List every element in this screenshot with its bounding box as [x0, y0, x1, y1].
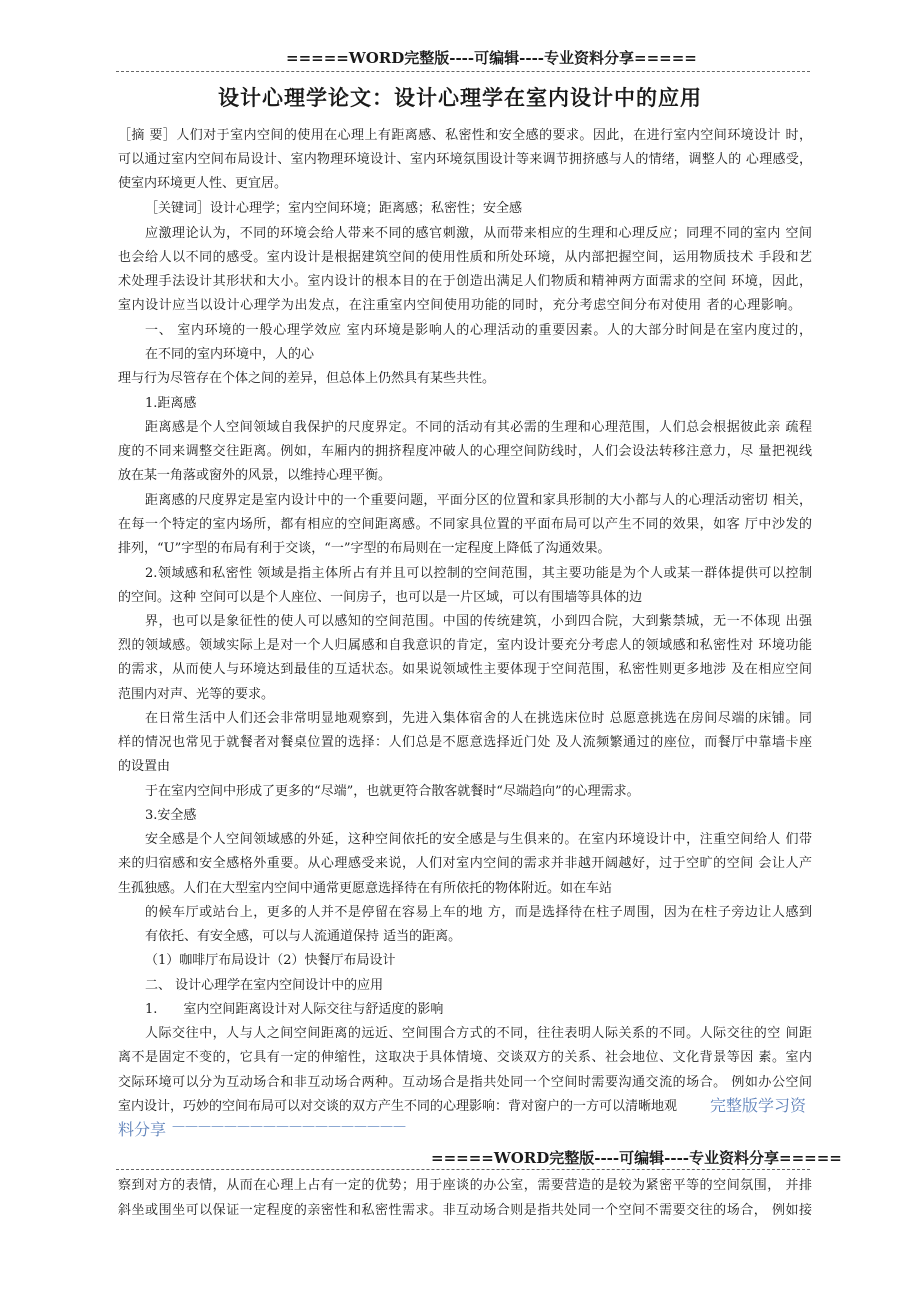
body-line: 样的情况也常见于就餐者对餐桌位置的选择：人们总是不愿意选择近门处 及人流频繁通过的座位，而餐厅中靠墙卡座	[118, 735, 812, 750]
body-line: 在每一个特定的室内场所，都有相应的空间距离感。不同家具位置的平面布局可以产生不同的效果，如客 厅中沙发的	[118, 517, 812, 532]
figure-caption: （1）咖啡厅布局设计（2）快餐厅布局设计	[145, 953, 396, 968]
body-line: 安全感是个人空间领域感的外延，这种空间依托的安全感是与生俱来的。在室内环境设计中，注重空间给人 们带	[145, 832, 812, 847]
body-line: 交际环境可以分为互动场合和非互动场合两种。互动场合是指共处同一个空间时需要沟通交流的场合。 例如办公空间	[118, 1075, 812, 1090]
body-line: 排列，“U”字型的布局有利于交谈，“一”字型的布局则在一定程度上降低了沟通效果。	[118, 541, 611, 556]
body-line: 的候车厅或站台上，更多的人并不是停留在容易上车的地 方，而是选择待在柱子周围，因为在柱子旁边让人感到	[145, 905, 812, 920]
body-line: 在不同的室内环境中，人的心	[145, 347, 315, 362]
section-heading-2: 二、 设计心理学在室内空间设计中的应用	[145, 978, 384, 993]
body-line: 范围内对声、光等的要求。	[118, 687, 275, 702]
subheading-distance: 1.距离感	[145, 396, 197, 411]
body-line: 室内设计，巧妙的空间布局可以对交谈的双方产生不同的心理影响：背对窗户的一方可以清晰地观	[118, 1099, 678, 1114]
body-line: 理与行为尽管存在个体之间的差异，但总体上仍然具有某些共性。	[118, 371, 496, 386]
body-line: 有依托、有安全感，可以与人流通道保持 适当的距离。	[145, 929, 462, 944]
body-line: 斜坐或围坐可以保证一定程度的亲密性和私密性需求。非互动场合则是指共处同一个空间不需要交往的场合， 例如接	[118, 1203, 812, 1218]
body-line: ［摘 要］人们对于室内空间的使用在心理上有距离感、私密性和安全感的要求。因此，在进行室内空间环境设计 时，	[118, 128, 812, 143]
page-title: 设计心理学论文：设计心理学在室内设计中的应用	[218, 85, 702, 110]
promo-link-part2[interactable]: 料分享	[118, 1120, 167, 1139]
body-line: 人际交往中，人与人之间空间距离的远近、空间围合方式的不同，往往表明人际关系的不同。人际交往的空 间距	[145, 1026, 812, 1041]
body-line: 术处理手法设计其形状和大小。室内设计的根本目的在于创造出满足人们物质和精神两方面需求的空间 环境，因此，	[118, 274, 812, 289]
body-line: 烈的领域感。领域实际上是对一个人归属感和自我意识的肯定，室内设计要充分考虑人的领域感和私密性对 环境功能	[118, 638, 812, 653]
header-rule	[116, 71, 810, 72]
body-line: 的需求，从而使人与环境达到最佳的互适状态。如果说领域性主要体现于空间范围，私密性则更多地涉 及在相应空间	[118, 662, 812, 677]
body-line: 室内设计应当以设计心理学为出发点，在注重室内空间使用功能的同时，充分考虑空间分布对使用 者的心理影响。	[118, 298, 801, 313]
body-line: 使室内环境更人性、更宜居。	[118, 176, 288, 191]
body-line: 放在某一角落或窗外的风景，以维持心理平衡。	[118, 468, 392, 483]
section-heading-1: 一、 室内环境的一般心理学效应 室内环境是影响人的心理活动的重要因素。人的大部分时间是在室内度过的，	[145, 323, 812, 338]
body-line: 距离感的尺度界定是室内设计中的一个重要问题，平面分区的位置和家具形制的大小都与人的心理活动密切 相关，	[145, 493, 812, 508]
body-line: 可以通过室内空间布局设计、室内物理环境设计、室内环境氛围设计等来调节拥挤感与人的情绪，调整人的 心理感受，	[118, 152, 812, 167]
keywords-line: ［关键词］设计心理学；室内空间环境；距离感；私密性；安全感	[145, 201, 523, 216]
body-line: 应激理论认为，不同的环境会给人带来不同的感官刺激，从而带来相应的生理和心理反应；同理不同的室内 空间	[145, 226, 812, 241]
subheading-spatial-distance: 1. 室内空间距离设计对人际交往与舒适度的影响	[145, 1002, 444, 1017]
body-line: 度的不同来调整交往距离。例如，车厢内的拥挤程度冲破人的心理空间防线时，人们会设法转移注意力，尽 量把视线	[118, 444, 812, 459]
body-line: 在日常生活中人们还会非常明显地观察到，先进入集体宿舍的人在挑选床位时 总愿意挑选在房间尽端的床铺。同	[145, 711, 812, 726]
body-line: 来的归宿感和安全感格外重要。从心理感受来说，人们对室内空间的需求并非越开阔越好，过于空旷的空间 会让人产	[118, 856, 812, 871]
body-line: 的设置由	[118, 759, 171, 774]
header-rule-2	[116, 1169, 810, 1170]
promo-dashes: ——————————————————	[172, 1119, 406, 1134]
body-line: 的空间。这种 空间可以是个人座位、一间房子，也可以是一片区域，可以有围墙等具体的边	[118, 590, 643, 605]
body-line: 察到对方的表情，从而在心理上占有一定的优势；用于座谈的办公室，需要营造的是较为紧密平等的空间氛围， 并排	[118, 1178, 812, 1193]
body-line: 也会给人以不同的感受。室内设计是根据建筑空间的使用性质和所处环境，从内部把握空间，运用物质技术 手段和艺	[118, 250, 812, 265]
body-line: 于在室内空间中形成了更多的“尽端”，也就更符合散客就餐时“尽端趋向”的心理需求。	[145, 784, 640, 799]
promo-link-part1[interactable]: 完整版学习资	[710, 1096, 807, 1115]
header-banner: =====WORD完整版----可编辑----专业资料分享=====	[286, 49, 697, 67]
subheading-safety: 3.安全感	[145, 808, 197, 823]
body-line: 离不是固定不变的，它具有一定的伸缩性，这取决于具体情境、交谈双方的关系、社会地位、文化背景等因 素。室内	[118, 1050, 812, 1065]
body-line: 距离感是个人空间领域自我保护的尺度界定。不同的活动有其必需的生理和心理范围，人们总会根据彼此亲 疏程	[145, 420, 812, 435]
header-banner-2: =====WORD完整版----可编辑----专业资料分享=====	[431, 1149, 842, 1167]
subheading-territory: 2.领域感和私密性 领域是指主体所占有并且可以控制的空间范围，其主要功能是为个人或某一群体提供可以控制	[145, 566, 812, 581]
body-line: 生孤独感。人们在大型室内空间中通常更愿意选择待在有所依托的物体附近。如在车站	[118, 881, 613, 896]
body-line: 界，也可以是象征性的使人可以感知的空间范围。中国的传统建筑，小到四合院，大到紫禁城，无一不体现 出强	[145, 614, 812, 629]
